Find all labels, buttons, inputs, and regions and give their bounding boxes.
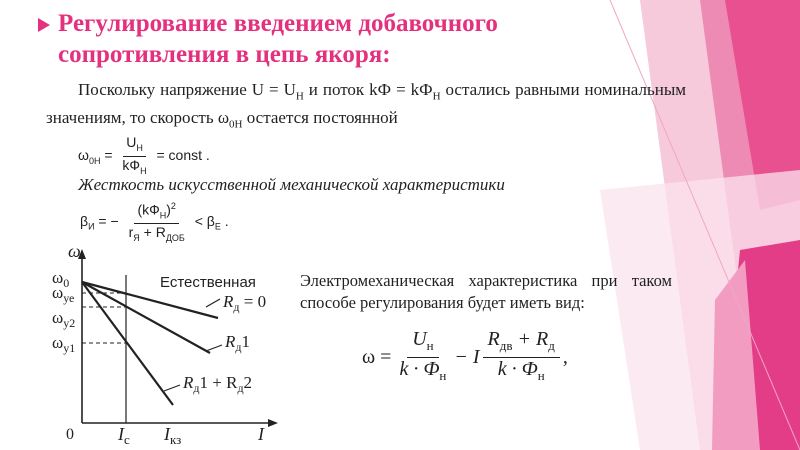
f3-lhs: ω =	[362, 346, 392, 368]
para-text-4: остается постоянной	[242, 108, 398, 128]
f1-rhs: = const .	[156, 147, 210, 163]
f3-num2a: R	[487, 328, 500, 350]
f3-num2-plus: + R	[512, 328, 549, 350]
label-origin: 0	[66, 426, 74, 443]
f2-num-sub: Н	[159, 210, 167, 221]
para-text-3: остались равными номинальным значениям, то скорость ω	[46, 80, 686, 128]
line-rd1	[82, 282, 210, 353]
title-arrow-icon	[38, 18, 50, 32]
f3-minus: − I	[454, 346, 480, 368]
f2-rhs-end: .	[220, 212, 229, 229]
f3-fraction-1	[394, 328, 451, 387]
f3-num2a-sub: дв	[499, 338, 513, 353]
f2-den-a-sub: Я	[133, 233, 140, 244]
label-rd0: $R_д = 0$	[223, 292, 267, 314]
label-wy2: $\omega_{у2}$	[52, 308, 76, 330]
label-wye: $\omega_{уе}$	[52, 283, 75, 305]
f3-den1-sub: н	[439, 368, 447, 383]
label-w0: $\omega_0$	[52, 268, 70, 290]
formula-omega0	[78, 134, 210, 179]
f3-den2-text: k · Ф	[497, 358, 538, 380]
x-axis-arrow-icon	[268, 419, 278, 427]
f2-rhs-sub: Е	[214, 221, 221, 232]
para-text-2: и поток kФ = kФ	[303, 80, 433, 99]
f1-num-text: U	[126, 134, 137, 150]
label-ikz: $I_{кз}$	[164, 424, 182, 445]
f2-den-a: r	[128, 224, 134, 241]
f1-lhs: ω	[78, 147, 89, 163]
para-sub-1: Н	[295, 90, 304, 103]
speed-current-graph	[40, 235, 290, 445]
f1-eq: =	[104, 147, 113, 163]
f3-den1-text: k · Ф	[399, 358, 440, 380]
intro-paragraph	[46, 79, 686, 136]
f2-lhs: β	[80, 212, 89, 229]
line-rd12	[82, 282, 173, 405]
f3-num2b-sub: д	[548, 338, 555, 353]
f2-eq: = −	[98, 212, 119, 229]
f2-num-close: )	[166, 201, 171, 218]
f3-num1-sub: н	[426, 338, 434, 353]
leader-rd1	[206, 345, 222, 351]
f2-num	[134, 198, 179, 224]
para-sub-2: Н	[432, 90, 441, 103]
f2-rhs: < β	[194, 212, 215, 229]
label-ic: $I_с$	[118, 424, 130, 445]
f3-num1-text: U	[412, 328, 427, 350]
leader-rd12	[164, 385, 180, 391]
para-text-1: Поскольку напряжение U = U	[78, 80, 296, 99]
label-rd1: $R_д1$	[225, 332, 250, 354]
f3-den2-sub: н	[537, 368, 545, 383]
f3-tail: ,	[562, 346, 568, 368]
f1-den-sub: Н	[140, 165, 147, 176]
f3-num2	[483, 328, 560, 358]
f1-num	[123, 134, 146, 157]
f3-den1	[394, 358, 451, 387]
f2-num-sup: 2	[170, 201, 176, 211]
label-natural: Естественная	[160, 274, 256, 291]
f2-den-b-sub: ДОБ	[165, 233, 185, 244]
formula-electromech	[362, 328, 568, 387]
slide-title: Регулирование введением добавочного сопротивления в цепь якоря:	[58, 10, 498, 68]
leader-rd0	[206, 299, 220, 307]
f3-num1	[407, 328, 438, 358]
stiffness-text: Жесткость искусственной механической характеристики	[78, 175, 505, 194]
f2-den-plus: + R	[139, 224, 166, 241]
f2-num-text: (kФ	[137, 201, 160, 218]
label-wy1: $\omega_{у1}$	[52, 333, 76, 355]
f2-lhs-sub: И	[88, 221, 95, 232]
y-axis-label: ω	[68, 241, 81, 261]
f1-lhs-sub: 0Н	[88, 155, 101, 166]
electromech-text: Электромеханическая характеристика при таком способе регулирования будет иметь вид:	[300, 271, 672, 312]
label-rd12: $R_д1 + R_д2$	[183, 373, 253, 395]
f1-den-text: kФ	[122, 156, 141, 173]
f1-fraction	[119, 134, 149, 179]
para-sub-3: 0Н	[229, 118, 243, 131]
f3-fraction-2	[483, 328, 560, 387]
label-i-axis: I	[258, 424, 264, 444]
f3-den2	[493, 358, 550, 387]
f1-num-sub: Н	[136, 142, 143, 153]
